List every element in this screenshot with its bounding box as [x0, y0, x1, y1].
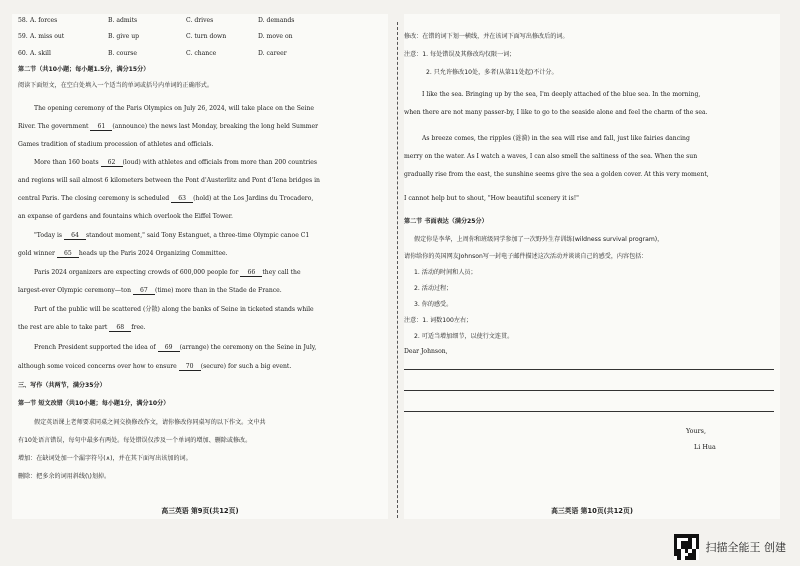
essay-line: gradually rise from the east, the sunshine seems give the sea a golden cover. At this very moment,	[404, 171, 709, 178]
page-footer: 高三英语 第9页(共12页)	[161, 507, 239, 516]
passage-line: gold winner 65 heads up the Paris 2024 Organizing Committee.	[18, 250, 228, 257]
section-heading: 第一节 短文改错（共10小题；每小题1分，满分10分）	[18, 400, 170, 407]
instruction-line: 增加：在缺词处加一个漏字符号(∧)，并在其下面写出该加的词。	[18, 455, 192, 462]
qr-code-icon	[674, 534, 700, 560]
option-number: 60.	[18, 50, 28, 57]
watermark-text: 扫描全能王 创建	[705, 541, 786, 554]
instruction-line: 注意：1. 每处错误及其修改均仅限一词；	[404, 51, 516, 58]
option-c: C. drives	[186, 17, 214, 24]
option-a: A. miss out	[30, 33, 65, 40]
closing: Yours,	[686, 427, 706, 435]
instruction-line: 假定你是李华，上周你和班级同学参加了一次野外生存训练(wildness survival program)，	[414, 236, 664, 243]
passage-line: an expanse of gardens and fountains which overlook the Eiffel Tower.	[18, 213, 233, 220]
writing-line[interactable]	[404, 369, 774, 370]
passage-line: More than 160 boats 62 (loud) with athletes and officials from more than 200 countries	[34, 159, 318, 166]
essay-line: I like the sea. Bringing up by the sea, I'm deeply attached of the blue sea. In the morning,	[422, 91, 701, 98]
scanner-watermark	[674, 534, 787, 560]
option-c: C. turn down	[186, 33, 227, 40]
option-c: C. chance	[186, 50, 217, 57]
instruction-line: 修改：在错的词下划一横线，并在该词下面写出修改后的词。	[404, 33, 569, 40]
page-footer: 高三英语 第10页(共12页)	[551, 507, 633, 516]
passage-line: River. The government 61 (announce) the news last Monday, breaking the long held Summer	[18, 123, 319, 130]
part-heading: 三、写作（共两节，满分35分）	[18, 382, 106, 389]
instruction-line: 请你给你的英国网友Johnson写一封电子邮件描述这次活动并谈谈自己的感受，内容包括：	[404, 253, 648, 260]
blank-70[interactable]: 70	[179, 364, 201, 371]
section-heading: 第二节（共10小题；每小题1.5分，满分15分）	[18, 66, 150, 73]
signature-name: Li Hua	[694, 443, 716, 451]
option-number: 58.	[18, 17, 28, 24]
option-a: A. skill	[30, 50, 51, 57]
essay-line: merry on the water. As I watch a waves, I can also smell the saltiness of the sea. When the sun	[404, 153, 698, 160]
passage-line: Games tradition of stadium procession of athletes and officials.	[18, 141, 214, 148]
blank-62[interactable]: 62	[101, 160, 123, 167]
passage-line: although some voiced concerns over how to ensure 70 (secure) for such a big event.	[18, 363, 292, 370]
passage-line: Paris 2024 organizers are expecting crowds of 600,000 people for 66 they call the	[34, 269, 301, 276]
essay-line: when there are not many passer-by, I like to go to the seaside alone and feel the charm of the sea.	[404, 109, 708, 116]
passage-line: largest-ever Olympic ceremony—ton 67 (time) more than in the Stade de France.	[18, 287, 282, 294]
option-d: D. career	[258, 50, 287, 57]
right-page	[404, 14, 780, 519]
left-page	[12, 14, 388, 519]
writing-line[interactable]	[404, 390, 774, 391]
option-b: B. give up	[108, 33, 140, 40]
option-b: B. admits	[108, 17, 138, 24]
option-d: D. move on	[258, 33, 293, 40]
passage-line: Part of the public will be scattered (分散) along the banks of Seine in ticketed stands while	[34, 306, 314, 313]
passage-line: French President supported the idea of 69 (arrange) the ceremony on the Seine in July,	[34, 344, 317, 351]
section-instruction: 阅读下面短文，在空白处填入一个适当的单词或括号内单词的正确形式。	[18, 82, 213, 89]
blank-61[interactable]: 61	[90, 124, 112, 131]
section-heading: 第二节 书面表达（满分25分）	[404, 218, 488, 225]
note-line: 2. 可适当增加细节，以使行文连贯。	[414, 333, 514, 340]
blank-66[interactable]: 66	[240, 270, 262, 277]
essay-line: I cannot help but to shout, "How beautiful scenery it is!"	[404, 195, 579, 202]
passage-line: "Today is 64 standout moment," said Tony Estanguet, a three-time Olympic canoe C1	[34, 232, 310, 239]
greeting: Dear Johnson,	[404, 348, 448, 355]
list-item: 2. 活动过程；	[414, 285, 453, 292]
essay-line: As breeze comes, the ripples (涟漪) in the sea will rise and fall, just like fairies dancing	[422, 135, 690, 142]
instruction-line: 2. 只允许修改10处，多者(从第11处起)不计分。	[426, 69, 558, 76]
blank-68[interactable]: 68	[109, 325, 131, 332]
blank-65[interactable]: 65	[57, 251, 79, 258]
blank-63[interactable]: 63	[171, 196, 193, 203]
passage-line: and regions will sail almost 6 kilometers between the Pont d'Austerlitz and Pont d'Iena bridges in	[18, 177, 320, 184]
instruction-line: 假定英语课上老师要求同桌之间交换修改作文，请你修改你同桌写的以下作文。文中共	[34, 419, 266, 426]
blank-64[interactable]: 64	[64, 233, 86, 240]
option-b: B. course	[108, 50, 138, 57]
writing-line[interactable]	[404, 411, 774, 412]
option-number: 59.	[18, 33, 28, 40]
note-line: 注意：1. 词数100左右；	[404, 317, 473, 324]
option-a: A. forces	[30, 17, 58, 24]
passage-line: The opening ceremony of the Paris Olympics on July 26, 2024, will take place on the Seine	[34, 105, 314, 112]
option-d: D. demands	[258, 17, 295, 24]
passage-line: central Paris. The closing ceremony is scheduled 63 (hold) at the Los Jardins du Trocadero,	[18, 195, 314, 202]
instruction-line: 删除：把多余的词用斜线(\)划掉。	[18, 473, 111, 480]
list-item: 1. 活动的时间和人员；	[414, 269, 477, 276]
list-item: 3. 你的感受。	[414, 301, 453, 308]
blank-67[interactable]: 67	[133, 288, 155, 295]
instruction-line: 有10处语言错误，每句中最多有两处。每处错误仅涉及一个单词的增加、删除或修改。	[18, 437, 252, 444]
passage-line: the rest are able to take part 68 free.	[18, 324, 146, 331]
blank-69[interactable]: 69	[158, 345, 180, 352]
page-divider	[397, 22, 399, 518]
